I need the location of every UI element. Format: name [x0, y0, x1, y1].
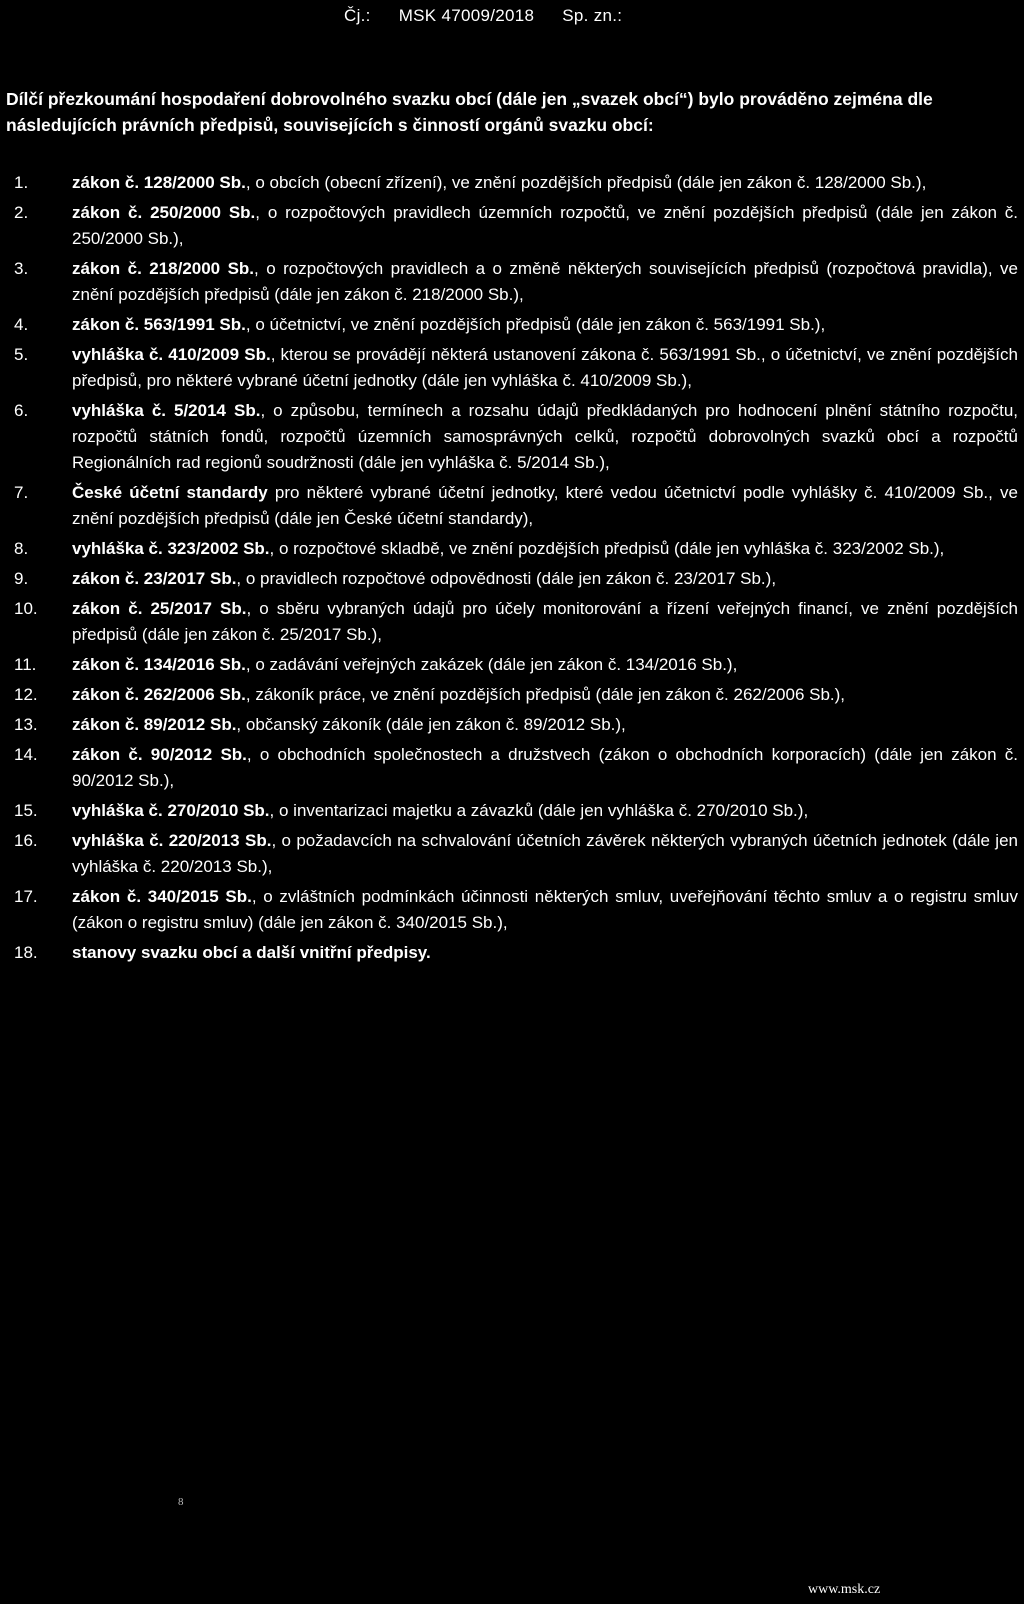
regulation-name: zákon č. 89/2012 Sb. — [72, 715, 237, 734]
regulation-description: , o rozpočtových pravidlech a o změně některých souvisejících předpisů (rozpočtová pravidla), ve znění pozdějších předpisů (dále jen zákon č. 218/2000 Sb.), — [72, 259, 1018, 304]
list-item-text — [72, 480, 1018, 532]
list-item — [14, 940, 1018, 966]
regulation-name: zákon č. 128/2000 Sb. — [72, 173, 246, 192]
list-item-number: 5. — [14, 345, 29, 364]
page-number: 8 — [178, 1496, 184, 1508]
list-item-text — [72, 596, 1018, 648]
list-item — [14, 566, 1018, 592]
list-item — [14, 884, 1018, 936]
list-item — [14, 170, 1018, 196]
regulation-name: zákon č. 90/2012 Sb. — [72, 745, 247, 764]
list-item-text — [72, 712, 1018, 738]
regulation-description: , o pravidlech rozpočtové odpovědnosti (dále jen zákon č. 23/2017 Sb.), — [236, 569, 777, 588]
list-item-number: 9. — [14, 569, 29, 588]
cj-label: Čj.: — [344, 6, 371, 25]
list-item-number: 16. — [14, 831, 38, 850]
regulation-name: vyhláška č. 323/2002 Sb. — [72, 539, 270, 558]
regulation-description: , o způsobu, termínech a rozsahu údajů předkládaných pro hodnocení plnění státního rozpočtu, rozpočtů státních fondů, rozpočtů územních samosprávných celků, rozpočtů dobrovolných svazků obcí a rozpočtů Regionálních rad regionů soudržnosti (dále jen vyhláška č. 5/2014 Sb.), — [72, 401, 1019, 472]
list-item-text — [72, 742, 1018, 794]
document-header — [344, 6, 650, 26]
list-item-number: 17. — [14, 887, 38, 906]
list-item-text — [72, 200, 1018, 252]
list-item-text — [72, 682, 1018, 708]
regulation-description: , o inventarizaci majetku a závazků (dále jen vyhláška č. 270/2010 Sb.), — [269, 801, 809, 820]
regulation-description: , občanský zákoník (dále jen zákon č. 89/2012 Sb.), — [236, 715, 626, 734]
regulation-description: , o zvláštních podmínkách účinnosti některých smluv, uveřejňování těchto smluv a o registru smluv (zákon o registru smluv) (dále jen zákon č. 340/2015 Sb.), — [72, 887, 1018, 932]
list-item-number: 10. — [14, 599, 38, 618]
list-item — [14, 256, 1018, 308]
list-item-number: 3. — [14, 259, 29, 278]
regulation-description: , o rozpočtových pravidlech územních rozpočtů, ve znění pozdějších předpisů (dále jen zákon č. 250/2000 Sb.), — [72, 203, 1018, 248]
list-item-text — [72, 828, 1018, 880]
list-item-number: 12. — [14, 685, 38, 704]
regulation-name: České účetní standardy — [72, 483, 268, 502]
list-item-text — [72, 652, 1018, 678]
regulation-description: , o obcích (obecní zřízení), ve znění pozdějších předpisů (dále jen zákon č. 128/2000 Sb.), — [245, 173, 927, 192]
regulation-name: vyhláška č. 410/2009 Sb. — [72, 345, 271, 364]
list-item — [14, 342, 1018, 394]
list-item-number: 2. — [14, 203, 29, 222]
list-item-number: 4. — [14, 315, 29, 334]
list-item — [14, 712, 1018, 738]
regulation-name: zákon č. 218/2000 Sb. — [72, 259, 255, 278]
list-item — [14, 596, 1018, 648]
list-item-text — [72, 536, 1018, 562]
regulation-description: , zákoník práce, ve znění pozdějších předpisů (dále jen zákon č. 262/2006 Sb.), — [245, 685, 846, 704]
list-item-number: 6. — [14, 401, 29, 420]
list-item — [14, 828, 1018, 880]
regulation-name: zákon č. 340/2015 Sb. — [72, 887, 252, 906]
list-item — [14, 480, 1018, 532]
list-item-text — [72, 256, 1018, 308]
list-item-number: 14. — [14, 745, 38, 764]
regulation-name: zákon č. 134/2016 Sb. — [72, 655, 246, 674]
list-item-number: 8. — [14, 539, 29, 558]
regulation-name: vyhláška č. 270/2010 Sb. — [72, 801, 270, 820]
law-list — [14, 170, 1018, 970]
list-item — [14, 312, 1018, 338]
list-item — [14, 398, 1018, 476]
regulation-name: zákon č. 563/1991 Sb. — [72, 315, 246, 334]
list-item-text — [72, 312, 1018, 338]
list-item-number: 1. — [14, 173, 29, 192]
list-item — [14, 652, 1018, 678]
list-item-text — [72, 798, 1018, 824]
list-item-text — [72, 566, 1018, 592]
list-item-number: 11. — [14, 655, 37, 674]
list-item-text — [72, 170, 1018, 196]
intro-paragraph: Dílčí přezkoumání hospodaření dobrovolného svazku obcí (dále jen „svazek obcí“) bylo prováděno zejména dle následujících právních předpisů, souvisejících s činností orgánů svazku obcí: — [6, 89, 933, 135]
list-item — [14, 798, 1018, 824]
list-item — [14, 682, 1018, 708]
regulation-description: , o rozpočtové skladbě, ve znění pozdějších předpisů (dále jen vyhláška č. 323/2002 Sb.), — [269, 539, 945, 558]
regulation-name: stanovy svazku obcí a další vnitřní předpisy. — [72, 943, 431, 962]
list-item-text — [72, 342, 1018, 394]
spzn-label: Sp. zn.: — [562, 6, 623, 25]
list-item-number: 15. — [14, 801, 38, 820]
regulation-description: , o obchodních společnostech a družstvech (zákon o obchodních korporacích) (dále jen zákon č. 90/2012 Sb.), — [72, 745, 1019, 790]
list-item — [14, 742, 1018, 794]
regulation-name: zákon č. 23/2017 Sb. — [72, 569, 237, 588]
regulation-description: , o zadávání veřejných zakázek (dále jen zákon č. 134/2016 Sb.), — [245, 655, 738, 674]
list-item-text — [72, 940, 1018, 966]
list-item-number: 13. — [14, 715, 38, 734]
regulation-name: vyhláška č. 5/2014 Sb. — [72, 401, 261, 420]
regulation-name: zákon č. 250/2000 Sb. — [72, 203, 256, 222]
list-item-number: 7. — [14, 483, 29, 502]
regulation-description: , o požadavcích na schvalování účetních závěrek některých vybraných účetních jednotek (dále jen vyhláška č. 220/2013 Sb.), — [72, 831, 1018, 876]
regulation-name: vyhláška č. 220/2013 Sb. — [72, 831, 272, 850]
regulation-name: zákon č. 262/2006 Sb. — [72, 685, 246, 704]
list-item-number: 18. — [14, 943, 38, 962]
list-item — [14, 200, 1018, 252]
regulation-description: pro některé vybrané účetní jednotky, které vedou účetnictví podle vyhlášky č. 410/2009 Sb., ve znění pozdějších předpisů (dále jen České účetní standardy), — [72, 483, 1018, 528]
regulation-description: , o sběru vybraných údajů pro účely monitorování a řízení veřejných financí, ve znění pozdějších předpisů (dále jen zákon č. 25/2017 Sb.), — [72, 599, 1018, 644]
cj-value: MSK 47009/2018 — [398, 6, 535, 25]
regulation-description: , o účetnictví, ve znění pozdějších předpisů (dále jen zákon č. 563/1991 Sb.), — [245, 315, 826, 334]
regulation-name: zákon č. 25/2017 Sb. — [72, 599, 247, 618]
list-item-text — [72, 884, 1018, 936]
footer-url: www.msk.cz — [808, 1582, 881, 1597]
list-item — [14, 536, 1018, 562]
list-item-text — [72, 398, 1018, 476]
regulation-description: , kterou se provádějí některá ustanovení zákona č. 563/1991 Sb., o účetnictví, ve znění pozdějších předpisů, pro některé vybrané účetní jednotky (dále jen vyhláška č. 410/2009 Sb.), — [72, 345, 1018, 390]
